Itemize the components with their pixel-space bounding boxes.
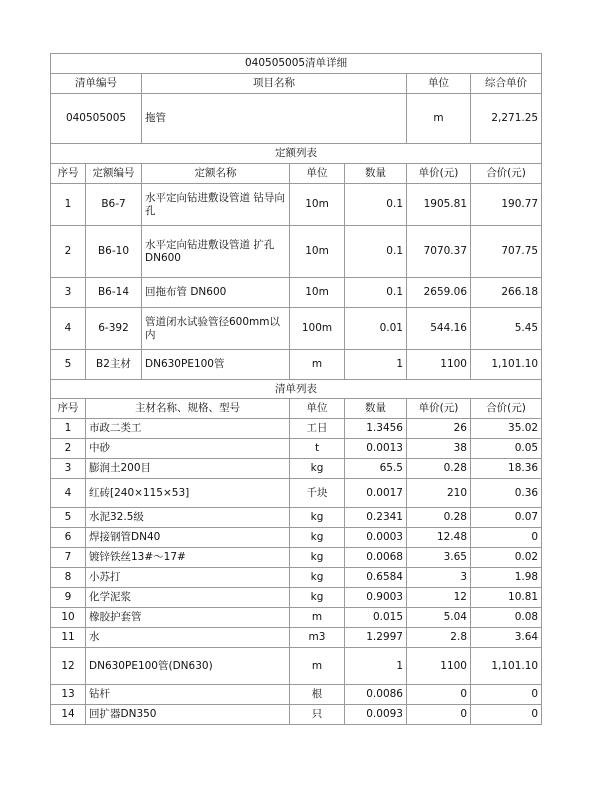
bill-detail-table	[50, 53, 542, 725]
material-total: 18.36	[471, 459, 542, 479]
material-unit-price: 12.48	[407, 528, 471, 548]
item-price-header: 综合单价	[471, 74, 542, 94]
quota-section-row	[51, 144, 542, 164]
material-qty: 0.6584	[345, 568, 407, 588]
quota-name: 水平定向钻进敷设管道 钻导向孔	[142, 184, 290, 226]
quota-unit-price: 2659.06	[407, 278, 471, 308]
material-row	[51, 685, 542, 705]
quota-unit-price: 544.16	[407, 308, 471, 350]
material-qty: 0.2341	[345, 508, 407, 528]
quota-qty: 0.1	[345, 226, 407, 278]
material-seq: 5	[51, 508, 86, 528]
material-total: 0	[471, 685, 542, 705]
material-unit: 只	[290, 705, 345, 725]
material-total: 1,101.10	[471, 648, 542, 685]
material-name: 水泥32.5级	[86, 508, 290, 528]
quota-total: 190.77	[471, 184, 542, 226]
material-total: 3.64	[471, 628, 542, 648]
quota-row	[51, 226, 542, 278]
item-code-header: 清单编号	[51, 74, 142, 94]
material-unit: kg	[290, 459, 345, 479]
quota-unit: 10m	[290, 226, 345, 278]
material-unit: t	[290, 439, 345, 459]
material-total: 0.08	[471, 608, 542, 628]
quota-total: 266.18	[471, 278, 542, 308]
material-qty: 1.2997	[345, 628, 407, 648]
material-total: 0.36	[471, 479, 542, 508]
quota-seq-header: 序号	[51, 164, 86, 184]
item-price: 2,271.25	[471, 94, 542, 144]
material-seq: 12	[51, 648, 86, 685]
quota-unit-header: 单位	[290, 164, 345, 184]
material-row	[51, 568, 542, 588]
material-unit: m3	[290, 628, 345, 648]
quota-name-header: 定额名称	[142, 164, 290, 184]
material-name: 中砂	[86, 439, 290, 459]
quota-total-header: 合价(元)	[471, 164, 542, 184]
material-total-header: 合价(元)	[471, 399, 542, 419]
material-qty: 1	[345, 648, 407, 685]
quota-name: DN630PE100管	[142, 350, 290, 380]
material-unit-price: 3.65	[407, 548, 471, 568]
material-total: 0.02	[471, 548, 542, 568]
material-section-row	[51, 380, 542, 399]
quota-unit: 10m	[290, 184, 345, 226]
material-seq: 3	[51, 459, 86, 479]
item-row	[51, 94, 542, 144]
material-unit-price: 1100	[407, 648, 471, 685]
item-unit: m	[407, 94, 471, 144]
material-name: 回扩器DN350	[86, 705, 290, 725]
material-total: 10.81	[471, 588, 542, 608]
quota-row	[51, 184, 542, 226]
quota-unit-price: 7070.37	[407, 226, 471, 278]
quota-code: B6-14	[86, 278, 142, 308]
material-row	[51, 705, 542, 725]
material-unit: m	[290, 608, 345, 628]
material-seq: 11	[51, 628, 86, 648]
quota-code-header: 定额编号	[86, 164, 142, 184]
material-unit-price: 2.8	[407, 628, 471, 648]
material-total: 0	[471, 528, 542, 548]
material-unit-price: 0	[407, 705, 471, 725]
material-seq-header: 序号	[51, 399, 86, 419]
quota-qty: 0.1	[345, 184, 407, 226]
material-name: 小苏打	[86, 568, 290, 588]
quota-unit-price-header: 单价(元)	[407, 164, 471, 184]
material-name: DN630PE100管(DN630)	[86, 648, 290, 685]
material-row	[51, 648, 542, 685]
quota-qty: 0.1	[345, 278, 407, 308]
material-seq: 13	[51, 685, 86, 705]
material-name: 水	[86, 628, 290, 648]
material-unit: kg	[290, 588, 345, 608]
material-unit-price: 210	[407, 479, 471, 508]
item-name-header: 项目名称	[142, 74, 407, 94]
quota-seq: 1	[51, 184, 86, 226]
material-name: 焊接钢管DN40	[86, 528, 290, 548]
item-header-row	[51, 74, 542, 94]
material-seq: 10	[51, 608, 86, 628]
material-unit: kg	[290, 528, 345, 548]
quota-code: 6-392	[86, 308, 142, 350]
material-qty: 0.9003	[345, 588, 407, 608]
page-title: 040505005清单详细	[51, 54, 542, 74]
material-unit: m	[290, 648, 345, 685]
material-row	[51, 608, 542, 628]
material-name-header: 主材名称、规格、型号	[86, 399, 290, 419]
quota-code: B6-10	[86, 226, 142, 278]
material-row	[51, 479, 542, 508]
quota-qty-header: 数量	[345, 164, 407, 184]
material-row	[51, 548, 542, 568]
item-name: 拖管	[142, 94, 407, 144]
quota-unit: m	[290, 350, 345, 380]
quota-total: 1,101.10	[471, 350, 542, 380]
material-unit-price: 0.28	[407, 459, 471, 479]
material-unit-price-header: 单价(元)	[407, 399, 471, 419]
material-header-row	[51, 399, 542, 419]
material-qty: 0.0003	[345, 528, 407, 548]
quota-code: B2主材	[86, 350, 142, 380]
material-qty: 65.5	[345, 459, 407, 479]
material-unit: kg	[290, 568, 345, 588]
material-seq: 9	[51, 588, 86, 608]
quota-section-title: 定额列表	[51, 144, 542, 164]
quota-seq: 2	[51, 226, 86, 278]
item-unit-header: 单位	[407, 74, 471, 94]
quota-name: 水平定向钻进敷设管道 扩孔DN600	[142, 226, 290, 278]
material-name: 橡胶护套管	[86, 608, 290, 628]
quota-unit-price: 1905.81	[407, 184, 471, 226]
material-qty: 0.0086	[345, 685, 407, 705]
item-code: 040505005	[51, 94, 142, 144]
quota-unit-price: 1100	[407, 350, 471, 380]
material-seq: 6	[51, 528, 86, 548]
material-qty: 0.0093	[345, 705, 407, 725]
quota-qty: 1	[345, 350, 407, 380]
material-qty: 1.3456	[345, 419, 407, 439]
material-row	[51, 588, 542, 608]
material-seq: 4	[51, 479, 86, 508]
material-unit-price: 38	[407, 439, 471, 459]
material-unit-price: 26	[407, 419, 471, 439]
material-name: 膨润土200目	[86, 459, 290, 479]
quota-seq: 5	[51, 350, 86, 380]
material-row	[51, 508, 542, 528]
material-seq: 14	[51, 705, 86, 725]
quota-row	[51, 350, 542, 380]
material-total: 0.07	[471, 508, 542, 528]
title-row	[51, 54, 542, 74]
material-total: 0.05	[471, 439, 542, 459]
material-name: 钻杆	[86, 685, 290, 705]
material-unit: kg	[290, 548, 345, 568]
quota-row	[51, 278, 542, 308]
quota-unit: 10m	[290, 278, 345, 308]
material-total: 1.98	[471, 568, 542, 588]
material-unit-price: 12	[407, 588, 471, 608]
quota-seq: 3	[51, 278, 86, 308]
material-unit-price: 0.28	[407, 508, 471, 528]
material-name: 镀锌铁丝13#～17#	[86, 548, 290, 568]
material-seq: 1	[51, 419, 86, 439]
quota-header-row	[51, 164, 542, 184]
quota-qty: 0.01	[345, 308, 407, 350]
material-unit: 根	[290, 685, 345, 705]
material-seq: 7	[51, 548, 86, 568]
material-qty-header: 数量	[345, 399, 407, 419]
material-seq: 8	[51, 568, 86, 588]
material-qty: 0.015	[345, 608, 407, 628]
material-unit-header: 单位	[290, 399, 345, 419]
quota-name: 回拖布管 DN600	[142, 278, 290, 308]
material-qty: 0.0017	[345, 479, 407, 508]
material-unit-price: 5.04	[407, 608, 471, 628]
material-name: 市政二类工	[86, 419, 290, 439]
material-unit-price: 3	[407, 568, 471, 588]
material-unit: 工日	[290, 419, 345, 439]
material-name: 红砖[240×115×53]	[86, 479, 290, 508]
material-row	[51, 419, 542, 439]
material-row	[51, 628, 542, 648]
quota-total: 5.45	[471, 308, 542, 350]
material-row	[51, 439, 542, 459]
quota-code: B6-7	[86, 184, 142, 226]
material-unit: kg	[290, 508, 345, 528]
material-section-title: 清单列表	[51, 380, 542, 399]
quota-name: 管道闭水试验管径600mm以内	[142, 308, 290, 350]
quota-row	[51, 308, 542, 350]
quota-total: 707.75	[471, 226, 542, 278]
quota-unit: 100m	[290, 308, 345, 350]
material-seq: 2	[51, 439, 86, 459]
material-qty: 0.0068	[345, 548, 407, 568]
material-total: 0	[471, 705, 542, 725]
material-unit: 千块	[290, 479, 345, 508]
material-name: 化学泥浆	[86, 588, 290, 608]
material-row	[51, 528, 542, 548]
material-unit-price: 0	[407, 685, 471, 705]
material-qty: 0.0013	[345, 439, 407, 459]
material-row	[51, 459, 542, 479]
material-total: 35.02	[471, 419, 542, 439]
quota-seq: 4	[51, 308, 86, 350]
